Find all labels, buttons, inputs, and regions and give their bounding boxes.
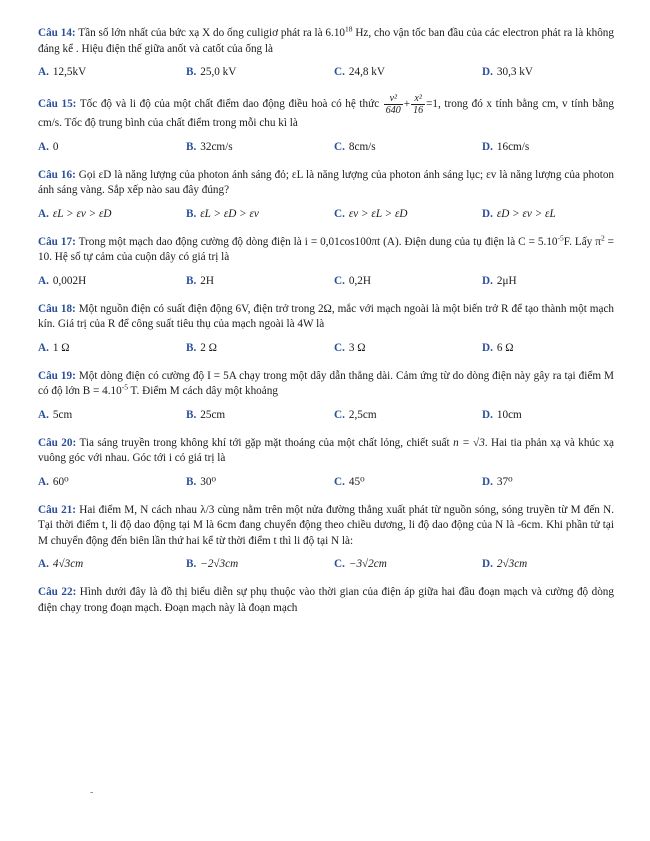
refractive-index-expression: n = √3	[453, 436, 485, 449]
option-a[interactable]: A. 5cm	[38, 408, 73, 421]
option-a[interactable]: A. εL > εv > εD	[38, 207, 112, 220]
question-stem: Câu 19: Một dòng điện có cường độ I = 5A chạy trong một dây dẫn thẳng dài. Cảm ứng từ do dòng điện này gây ra tại điểm M có độ lớn $B = 4.10^{-5}$ T. Điểm M cách dây một khoảng	[38, 369, 615, 397]
question-stem: Câu 14: Tần số lớn nhất của bức xạ X do ống culigiơ phát ra là 6.10$^{18}$ Hz, cho vận tốc ban đầu của các electron phát ra là không đáng kể . Hiệu điện thế giữa anốt và catốt của ống là	[38, 24, 614, 55]
option-b[interactable]: B. 25,0 kV	[186, 66, 237, 78]
option-b[interactable]: B. 2H	[186, 274, 214, 287]
option-b[interactable]: B. 30⁰	[186, 475, 216, 488]
option-c[interactable]: C. 2,5cm	[334, 408, 377, 421]
question-stem: Câu 20: Tia sáng truyền trong không khí tới gặp mặt thoáng của một chất lỏng, chiết suất n = √3. Hai tia phản xạ và khúc xạ vuông góc với nhau. Góc tới i có giá trị là	[38, 436, 614, 464]
question-21	[38, 503, 614, 572]
options-row	[38, 557, 614, 571]
option-d[interactable]: D. 30,3 kV	[482, 66, 533, 78]
option-d[interactable]: D. 2μH	[482, 274, 517, 287]
option-c[interactable]: C. 8cm/s	[334, 140, 376, 153]
options-row	[38, 207, 614, 221]
question-18	[38, 302, 614, 355]
option-b[interactable]: B. −2√3cm	[186, 558, 239, 570]
option-a[interactable]: A. 60⁰	[38, 475, 69, 488]
question-20	[38, 436, 614, 489]
fraction-x: $\frac{\text{x²}}{16}$	[413, 93, 424, 116]
question-15	[38, 93, 614, 154]
question-stem: Câu 16: Gọi εD là năng lượng của photon ánh sáng đỏ; εL là năng lượng của photon ánh sáng lục; εv là năng lượng của photon ánh sáng vàng. Sắp xếp nào sau đây đúng?	[38, 168, 615, 196]
question-number: Câu 18:	[38, 302, 76, 315]
option-d[interactable]: D. 16cm/s	[482, 140, 530, 153]
question-number: Câu 22:	[38, 586, 77, 598]
page-mark: -	[90, 787, 94, 798]
question-17	[38, 232, 614, 288]
options-row	[38, 274, 614, 288]
question-number: Câu 21:	[38, 503, 77, 516]
option-c[interactable]: C. 45⁰	[334, 475, 365, 488]
option-c[interactable]: C. −3√2cm	[334, 558, 387, 570]
question-number: Câu 14:	[38, 27, 76, 39]
question-14	[38, 26, 614, 79]
option-d[interactable]: D. 6 Ω	[482, 341, 514, 354]
question-19	[38, 369, 614, 422]
question-stem: Câu 17: Trong một mạch dao động cường độ dòng điện là i = 0,01cos100πt (A). Điện dung của tụ điện là $C = 5.10^{-5}F$. Lấy $\pi^2 = 10$. Hệ số tự cảm của cuộn dây có giá trị là	[38, 232, 614, 263]
option-c[interactable]: C. 3 Ω	[334, 341, 366, 354]
exam-page	[38, 6, 614, 616]
options-row	[38, 65, 614, 79]
options-row	[38, 408, 614, 422]
question-16	[38, 168, 614, 221]
option-b[interactable]: B. εL > εD > εv	[186, 207, 259, 220]
option-b[interactable]: B. 25cm	[186, 408, 226, 421]
option-d[interactable]: D. εD > εv > εL	[482, 207, 556, 220]
option-b[interactable]: B. 2 Ω	[186, 341, 217, 354]
options-row	[38, 475, 614, 489]
question-stem: Câu 15: Tốc độ và li độ của một chất điểm dao động điều hoà có hệ thức $\frac{\text{v²}}{640}$ + $\frac{\text{x²}}{16}$ =1, trong đó x tính bằng cm, v tính bằng cm/s. Tốc độ trung bình của chất điểm trong mỗi chu kì là	[38, 93, 614, 129]
options-row	[38, 140, 614, 154]
option-d[interactable]: D. 2√3cm	[482, 558, 528, 570]
question-22	[38, 585, 614, 616]
question-number: Câu 19:	[38, 369, 76, 382]
fraction-v: $\frac{\text{v²}}{640}$	[385, 93, 401, 116]
question-number: Câu 15:	[38, 98, 77, 111]
option-d[interactable]: D. 10cm	[482, 408, 522, 421]
option-a[interactable]: A. 0,002H	[38, 274, 87, 287]
option-c[interactable]: C. εv > εL > εD	[334, 207, 408, 220]
option-a[interactable]: A. 1 Ω	[38, 341, 70, 354]
question-stem: Câu 21: Hai điểm M, N cách nhau λ/3 cùng nằm trên một nửa đường thẳng xuất phát từ nguồn sóng, sóng truyền từ M đến N. Tại thời điểm t, li độ dao động tại M là 6cm đang chuyển động theo chiều dương, li độ dao động của N là -6cm. Khi phần tử tại M chuyển động đến biên lần thứ hai kể từ thời điểm t thì li độ tại N là:	[38, 503, 614, 547]
option-c[interactable]: C. 0,2H	[334, 274, 371, 287]
option-b[interactable]: B. 32cm/s	[186, 140, 233, 153]
option-a[interactable]: A. 0	[38, 140, 59, 153]
option-d[interactable]: D. 37⁰	[482, 475, 513, 488]
question-stem: Câu 22: Hình dưới đây là đồ thị biểu diễn sự phụ thuộc vào thời gian của điện áp giữa hai đầu đoạn mạch và cường độ dòng điện chạy trong đoạn mạch. Đoạn mạch này là đoạn mạch	[38, 586, 614, 614]
options-row	[38, 341, 614, 355]
option-c[interactable]: C. 24,8 kV	[334, 66, 385, 78]
question-stem: Câu 18: Một nguồn điện có suất điện động 6V, điện trở trong 2Ω, mắc với mạch ngoài là một biến trở R để tạo thành một mạch kín. Giá trị của R để công suất tiêu thụ của mạch ngoài là 4W là	[38, 302, 614, 330]
option-a[interactable]: A. 12,5kV	[38, 66, 87, 78]
question-number: Câu 20:	[38, 436, 77, 449]
option-a[interactable]: A. 4√3cm	[38, 558, 84, 570]
question-number: Câu 17:	[38, 235, 76, 248]
question-number: Câu 16:	[38, 168, 76, 181]
